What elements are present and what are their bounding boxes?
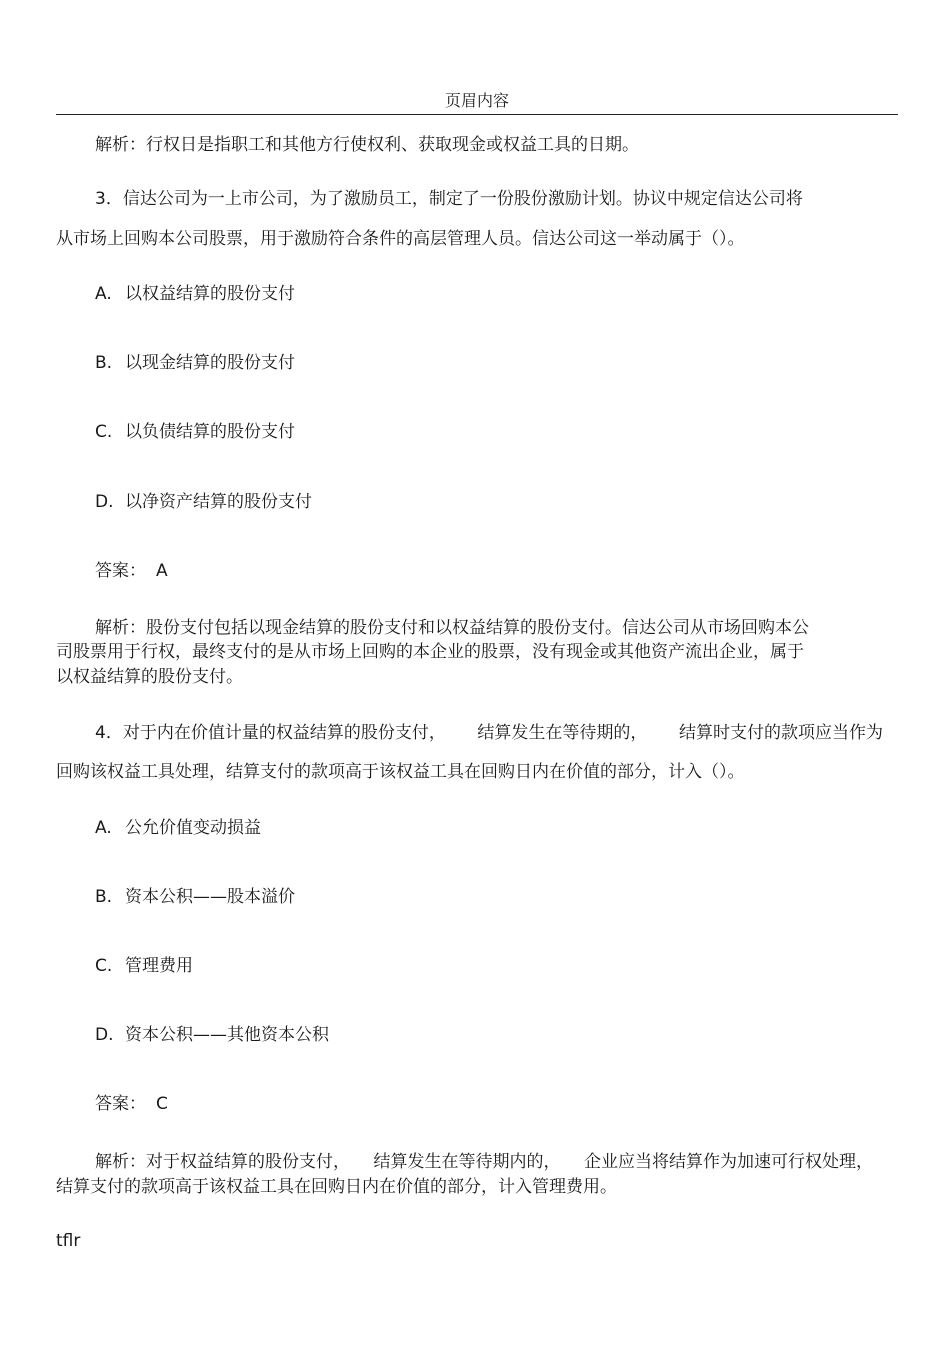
- question-3-explanation-line3: 以权益结算的股份支付。: [56, 667, 243, 687]
- question-3-answer: [95, 559, 168, 583]
- question-4-option-a: [95, 816, 261, 840]
- question-3-option-a: [95, 282, 295, 306]
- question-3-text-line2: 从市场上回购本公司股票，用于激励符合条件的高层管理人员。信达公司这一举动属于（）。: [56, 229, 745, 249]
- answer-label: 答案：: [95, 561, 146, 581]
- option-text: 资本公积——股本溢价: [125, 887, 295, 907]
- option-letter: A.: [95, 284, 112, 304]
- option-text: 公允价值变动损益: [125, 818, 261, 838]
- answer-value: A: [156, 561, 168, 581]
- question-4-text-line1: [95, 721, 883, 745]
- header-title: 页眉内容: [444, 91, 509, 110]
- question-3-explanation-line2: 司股票用于行权，最终支付的是从市场上回购的本企业的股票，没有现金或其他资产流出企业，属于: [56, 642, 804, 662]
- explanation-text: 解析：行权日是指职工和其他方行使权利、获取现金或权益工具的日期。: [95, 135, 639, 155]
- question-4-part2: 结算发生在等待期的，: [477, 723, 648, 743]
- question-4-explanation-line2: 结算支付的款项高于该权益工具在回购日内在价值的部分，计入管理费用。: [56, 1177, 617, 1197]
- option-text: 以净资产结算的股份支付: [125, 492, 312, 512]
- question-4-option-d: [95, 1023, 329, 1047]
- answer-label: 答案：: [95, 1094, 146, 1114]
- option-text: 以权益结算的股份支付: [125, 284, 295, 304]
- option-text: 以现金结算的股份支付: [125, 353, 295, 373]
- question-4-part3: 结算时支付的款项应当作为: [678, 723, 883, 743]
- footer-text: tflr: [56, 1231, 81, 1251]
- question-3-option-c: [95, 420, 295, 444]
- question-3-explanation-line1: 解析：股份支付包括以现金结算的股份支付和以权益结算的股份支付。信达公司从市场回购本公: [95, 618, 809, 638]
- question-4-explanation-part3: 企业应当将结算作为加速可行权处理，: [584, 1152, 873, 1172]
- option-text: 以负债结算的股份支付: [125, 422, 295, 442]
- option-letter: D.: [95, 1025, 114, 1045]
- option-letter: C.: [95, 422, 113, 442]
- question-3-option-d: [95, 490, 312, 514]
- option-letter: B.: [95, 887, 113, 907]
- page-header: [56, 90, 898, 115]
- option-text: 资本公积——其他资本公积: [125, 1025, 329, 1045]
- question-4-explanation-part2: 结算发生在等待期内的，: [373, 1152, 561, 1172]
- question-4-answer: [95, 1092, 168, 1116]
- question-4-explanation-part1: 解析：对于权益结算的股份支付，: [95, 1152, 350, 1172]
- question-3-option-b: [95, 351, 295, 375]
- option-letter: C.: [95, 956, 113, 976]
- option-letter: A.: [95, 818, 112, 838]
- question-4-option-b: [95, 885, 295, 909]
- question-3-text-line1: 3．信达公司为一上市公司，为了激励员工，制定了一份股份激励计划。协议中规定信达公司将: [95, 189, 803, 209]
- option-text: 管理费用: [125, 956, 193, 976]
- question-4-part1: 4．对于内在价值计量的权益结算的股份支付，: [95, 723, 446, 743]
- answer-value: C: [156, 1094, 168, 1114]
- question-4-text-line2: 回购该权益工具处理，结算支付的款项高于该权益工具在回购日内在价值的部分，计入（）。: [56, 762, 745, 782]
- option-letter: B.: [95, 353, 113, 373]
- option-letter: D.: [95, 492, 114, 512]
- question-4-option-c: [95, 954, 193, 978]
- question-4-explanation-line1: [95, 1150, 873, 1174]
